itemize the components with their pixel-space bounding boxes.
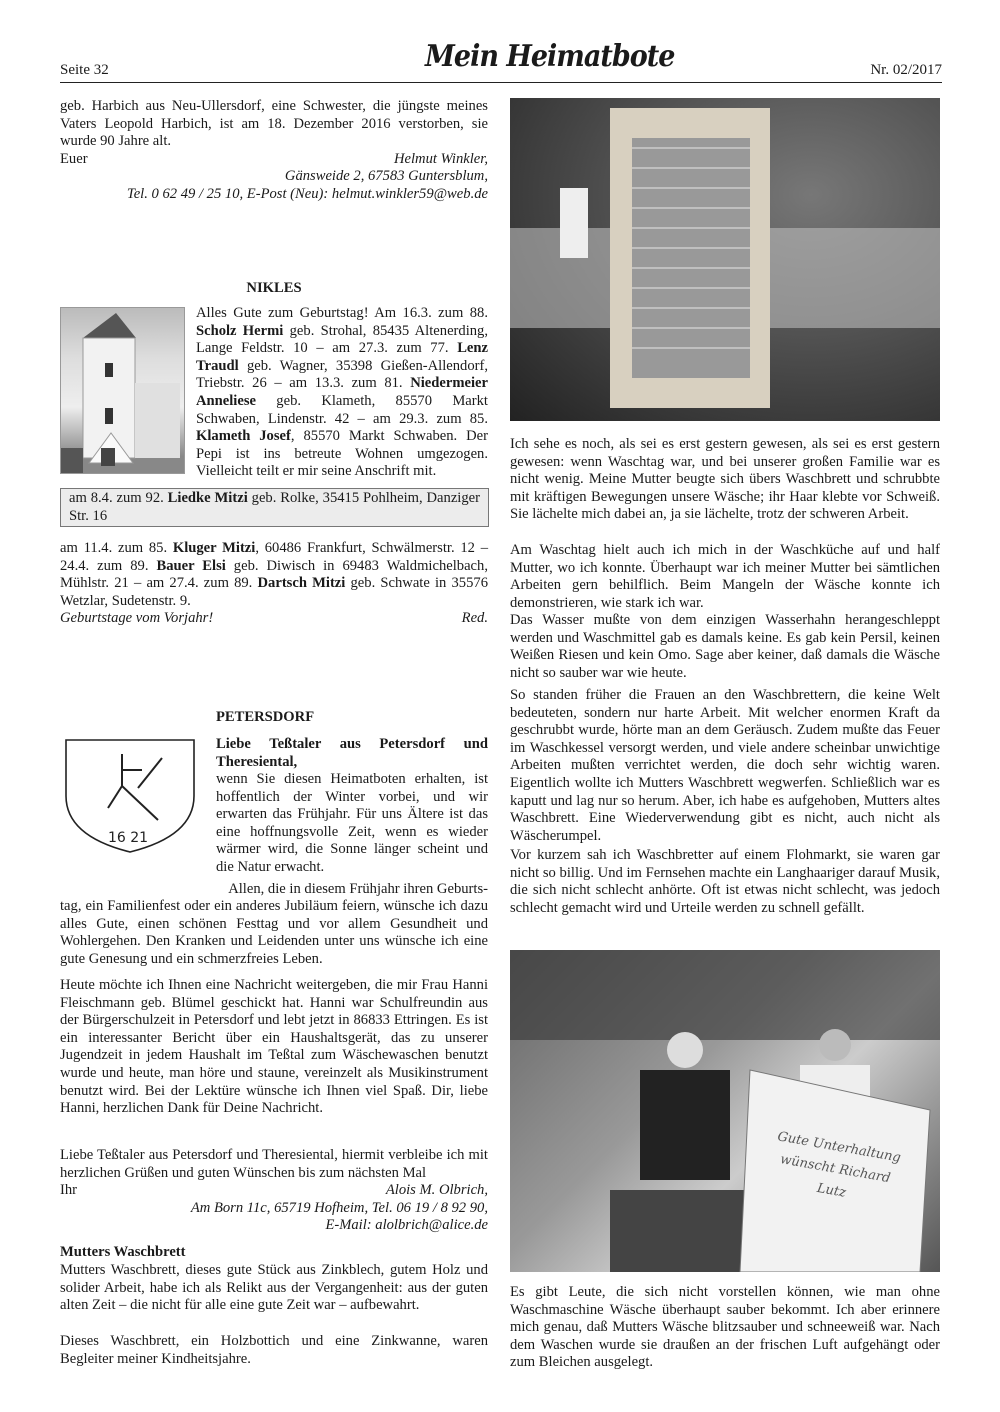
person-name: Niedermeier Anneliese <box>196 375 488 409</box>
nikles-boxed-birthday <box>60 488 489 527</box>
petersdorf-name: Alois M. Olbrich, <box>385 1182 488 1198</box>
text-segment: , 60486 Frankfurt, Schwälmerstr. 12 – 24.4. zum 89. <box>60 540 488 574</box>
musicians-icon <box>510 950 940 1272</box>
waschbrett-r1: Ich sehe es noch, als sei es erst gestern gewesen, als sei es erst gestern gewesen: wenn Waschtag war, und bei unserer großen Familie war es nicht wenig. Meine Mutter beugte sich übers Waschbrett und schrubbte mit kräftigen Bewegungen unsere Wäsche; ihr Haar klebte vor Schweiß. Sie lächelte mich dabei an, ja sie lächelte, trotz der schweren Arbeit. <box>510 436 940 523</box>
waschbrett-title: Mutters Waschbrett <box>60 1244 186 1260</box>
church-photo <box>60 307 185 474</box>
petersdorf-greeting: Ihr <box>60 1182 78 1198</box>
petersdorf-p2a: Allen, die in diesem Frühjahr ihren Geburts- <box>228 881 488 897</box>
person-name: Scholz Hermi <box>196 322 284 339</box>
text-segment: geb. Rolke, 35415 Pohlheim, Danziger Str. 16 <box>69 490 480 524</box>
petersdorf-p1: wenn Sie diesen Heimatboten erhalten, ist hoffentlich der Winter vorbei, und wir erwarten das Frühjahr. Für uns Ältere ist das eine hoffnungsvolle Zeit, wenn es wieder wärmer wird, die Sonne länger scheint und die Natur erwacht. <box>216 771 488 875</box>
waschbrett-r3: Das Wasser mußte von dem einzigen Wasserhahn herangeschleppt werden und Waschmittel gab es damals keine. Es gab kein Persil, keinen Weißen Riesen und kein Omo. Sage aber keiner, daß damals die Wäsche nicht so sauber war wie heute. <box>510 612 940 681</box>
intro-section <box>60 98 488 204</box>
washboard-photo <box>510 98 940 421</box>
waschbrett-p1: Mutters Waschbrett, dieses gute Stück aus Zinkblech, gutem Holz und solider Arbeit, habe ich als Relikt aus der Vergangenheit: aus der guten alten Zeit – die nicht für alle eine gute Zeit war – aufbewahrt. <box>60 1262 488 1314</box>
intro-name: Helmut Winkler, <box>393 150 488 167</box>
petersdorf-signoff <box>60 1182 488 1235</box>
page-number: Seite 32 <box>60 62 109 78</box>
church-icon <box>61 308 184 473</box>
crest-year: 16 21 <box>108 830 149 846</box>
washboard-icon <box>510 98 940 421</box>
text-segment: am 8.4. zum 92. <box>69 490 168 506</box>
petersdorf-email: E-Mail: alolbrich@alice.de <box>325 1217 488 1234</box>
person-name: Klameth Josef <box>196 428 291 445</box>
masthead-logo: Mein Heimatbote <box>425 39 675 74</box>
intro-text: geb. Harbich aus Neu-Ullersdorf, eine Schwester, die jüngste meines Vaters Leopold Harbich, ist am 18. Dezember 2016 verstorben, sie wurde 90 Jahre alt. <box>60 98 488 150</box>
intro-greeting: Euer <box>60 150 88 167</box>
person-name: Bauer Elsi <box>156 557 226 574</box>
text-segment: geb. Schwate in 35576 Wetzlar, Sudetenstr. 9. <box>60 575 488 609</box>
text-segment: Alles Gute zum Geburtstag! Am 16.3. zum 88. <box>196 305 488 321</box>
nikles-signature: Red. <box>461 610 488 626</box>
text-segment: geb. Wagner, 35398 Gießen-Allendorf, Triebstr. 26 – am 13.3. zum 81. <box>196 357 488 392</box>
header-rule <box>60 82 942 83</box>
person-name: Lenz Traudl <box>196 340 488 374</box>
person-name: Liedke Mitzi <box>167 490 248 506</box>
nikles-note: Geburtstage vom Vorjahr! <box>60 610 214 626</box>
waschbrett-r5: Vor kurzem sah ich Waschbretter auf einem Flohmarkt, sie waren gar nicht so billig. Und im Fernsehen machte ein Langhaariger darauf Musik, die sich nicht schlecht anhörte. Oft ist etwas nicht schlecht, was jedoch schlecht gemacht wird und Urteile werden zu schnell gefällt. <box>510 847 940 916</box>
waschbrett-r6: Es gibt Leute, die sich nicht vorstellen können, wie man ohne Waschmaschine Wäsche überhaupt sauber bekommt. Ich aber erinnere mich genau, daß Mutters Wäsche blitzsauber und schneeweiß war. Nach dem Waschen wurde sie draußen an der frischen Luft aufgehängt oder zum Bleichen ausgelegt. <box>510 1284 940 1371</box>
person-name: Dartsch Mitzi <box>257 575 346 592</box>
petersdorf-address: Am Born 11c, 65719 Hofheim, Tel. 06 19 / 8 92 90, <box>190 1199 488 1216</box>
person-name: Kluger Mitzi <box>172 540 256 556</box>
musicians-photo <box>510 950 940 1272</box>
text-segment: geb. Klameth, 85570 Markt Schwaben, Lindenstr. 42 – am 29.3. zum 85. <box>196 392 488 427</box>
waschbrett-p2: Dieses Waschbrett, ein Holzbottich und eine Zinkwanne, waren Begleiter meiner Kindheitsjahre. <box>60 1333 488 1367</box>
text-segment: am 11.4. zum 85. <box>60 540 173 556</box>
petersdorf-p2b: tag, ein Familienfest oder ein anderes Jubiläum feiern, wünsche ich dazu alles Gute, einen schönen Festtag und vor allem Gesundheit und Wohlergehen. Den Kranken und Leidenden unter uns wünsche ich eine gute Genesung und ein schmerzfreies Leben. <box>60 898 488 967</box>
intro-contact: Tel. 0 62 49 / 25 10, E-Post (Neu): helmut.winkler59@web.de <box>126 185 488 202</box>
sign-text: Gute Unterhaltung wünscht Richard Lutz <box>776 1129 902 1201</box>
nikles-title: NIKLES <box>246 280 302 296</box>
nikles-footer <box>60 610 488 628</box>
petersdorf-p4: Liebe Teßtaler aus Petersdorf und Theresiental, hiermit verbleibe ich mit herzlichen Grüßen und guten Wünschen bis zum nächsten Mal <box>60 1147 488 1181</box>
text-segment: geb. Diwisch in 69483 Waldmichelbach, Mühlstr. 21 – am 27.4. zum 89. <box>60 557 488 592</box>
text-segment: , 85570 Markt Schwaben. Der Pepi ist ins betreute Wohnen umgezogen. Vielleicht teilt er mir seine Anschrift mit. <box>196 428 488 480</box>
nikles-more-birthdays <box>60 540 488 610</box>
issue-number: Nr. 02/2017 <box>870 62 942 78</box>
nikles-birthdays <box>196 305 488 481</box>
petersdorf-crest-icon <box>62 736 198 856</box>
waschbrett-r4: So standen früher die Frauen an den Waschbrettern, die keine Welt bedeuteten, sondern nur harte Arbeit. Mit welcher enormen Kraft da geschrubbt wurde, hörte man an dem Geräusch. Zudem mußte das Feuer im Waschkessel versorgt werden, und viele andere scheinbar unwichtige Arbeiten mußten verrichtet werden, die doch sehr wichtig waren. Eigentlich wollte ich Mutters Waschbrett wegwerfen. Schließlich war es kaputt und lag nur so herum. Aber, ich habe es aufgehoben, Mutters altes Waschbrett. Eine Wiederverwendung gibt es nicht, auch nicht als Wäscherumpel. <box>510 687 940 844</box>
petersdorf-subtitle: Liebe Teßtaler aus Petersdorf und Theresiental, <box>216 736 488 770</box>
petersdorf-p3: Heute möchte ich Ihnen eine Nachricht weitergeben, die mir Frau Hanni Fleischmann geb. Blümel geschickt hat. Hanni war Schulfreundin aus der Bürgerschulzeit in Petersdorf und lebt jetzt in 86833 Ettringen. Es ist ein interessanter Bericht über ein Haushaltsgerät, das zu unserer Jugendzeit in jedem Haushalt im Teßtal zum Wäschewaschen benutzt wurde und heute, man höre und staune, vereinzelt als Musikinstrument benutzt wird. Bei der Lektüre wünsche ich Ihnen viel Spaß. Dir, liebe Hanni, herzlichen Dank für Deine Nachricht. <box>60 977 488 1117</box>
petersdorf-title: PETERSDORF <box>216 709 315 725</box>
waschbrett-r2: Am Waschtag hielt auch ich mich in der Waschküche auf und half Mutter, wo ich konnte. Überhaupt war ich meiner Mutter bei sämtlichen Arbeiten gern behilflich. Beim Mangeln der Wäsche konnte ich demonstrieren, wie stark ich war. <box>510 542 940 611</box>
intro-address: Gänsweide 2, 67583 Guntersblum, <box>284 168 488 185</box>
text-segment: geb. Strohal, 85435 Altenerding, Lange Feldstr. 10 – am 27.3. zum 77. <box>196 322 488 357</box>
